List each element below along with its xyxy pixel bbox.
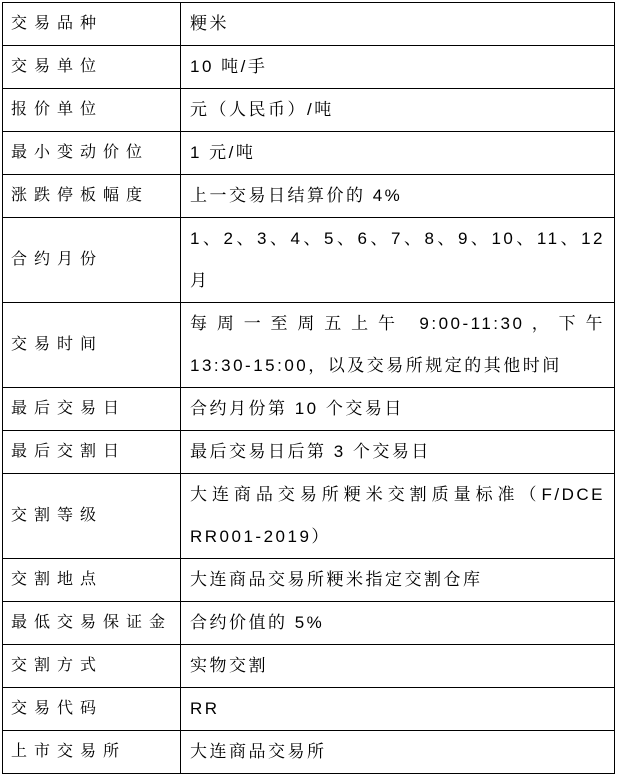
spec-label-cell: 交易时间	[3, 303, 181, 388]
contract-spec-table	[2, 2, 615, 774]
spec-value-cell	[181, 89, 615, 132]
spec-value-line: 大连商品交易所粳米交割质量标准（F/DCE	[190, 485, 605, 504]
spec-value-line: 元（人民币）/吨	[190, 100, 334, 119]
spec-value-cell	[181, 602, 615, 645]
table-row	[3, 559, 615, 602]
table-row	[3, 602, 615, 645]
spec-value-line: 合约月份第 10 个交易日	[190, 399, 404, 418]
spec-value-line: 10 吨/手	[190, 57, 268, 76]
spec-value-line: 上一交易日结算价的 4%	[190, 186, 403, 205]
table-row	[3, 431, 615, 474]
spec-value-cell	[181, 559, 615, 602]
spec-value-cell	[181, 132, 615, 175]
spec-value-cell	[181, 175, 615, 218]
spec-table-body	[3, 3, 615, 774]
table-row	[3, 175, 615, 218]
spec-value-cell	[181, 303, 615, 388]
spec-label-cell: 交易品种	[3, 3, 181, 46]
spec-value-line: RR	[190, 699, 220, 718]
spec-value-cell	[181, 46, 615, 89]
spec-value-cell	[181, 431, 615, 474]
spec-value-line: 粳米	[190, 14, 229, 33]
spec-value-cell	[181, 218, 615, 303]
table-row	[3, 388, 615, 431]
spec-label-cell: 最小变动价位	[3, 132, 181, 175]
spec-label-cell: 最后交易日	[3, 388, 181, 431]
spec-value-cell	[181, 388, 615, 431]
spec-value-line: 实物交割	[190, 656, 268, 675]
table-row	[3, 46, 615, 89]
spec-label-cell: 交易代码	[3, 688, 181, 731]
table-row	[3, 132, 615, 175]
spec-label-cell: 交割等级	[3, 474, 181, 559]
spec-value-line: 大连商品交易所	[190, 742, 327, 761]
spec-value-line: 13:30-15:00，以及交易所规定的其他时间	[190, 356, 562, 375]
spec-label-cell: 最后交割日	[3, 431, 181, 474]
table-row	[3, 89, 615, 132]
spec-value-cell	[181, 3, 615, 46]
spec-value-cell	[181, 688, 615, 731]
table-row	[3, 218, 615, 303]
table-row	[3, 474, 615, 559]
spec-label-cell: 上市交易所	[3, 731, 181, 774]
table-row	[3, 731, 615, 774]
spec-label-cell: 涨跌停板幅度	[3, 175, 181, 218]
spec-label-cell: 交割方式	[3, 645, 181, 688]
spec-value-cell	[181, 645, 615, 688]
spec-value-line: 每周一至周五上午 9:00-11:30，下午	[190, 314, 605, 333]
spec-value-line: 最后交易日后第 3 个交易日	[190, 442, 431, 461]
spec-value-line: 1 元/吨	[190, 143, 256, 162]
table-row	[3, 645, 615, 688]
spec-label-cell: 交易单位	[3, 46, 181, 89]
spec-value-line: RR001-2019）	[190, 527, 331, 546]
spec-value-cell	[181, 731, 615, 774]
spec-value-cell	[181, 474, 615, 559]
table-row	[3, 688, 615, 731]
spec-label-cell: 最低交易保证金	[3, 602, 181, 645]
spec-label-cell: 报价单位	[3, 89, 181, 132]
table-row	[3, 3, 615, 46]
spec-value-line: 合约价值的 5%	[190, 613, 325, 632]
spec-value-line: 1、2、3、4、5、6、7、8、9、10、11、12 月	[190, 229, 605, 290]
table-row	[3, 303, 615, 388]
spec-value-line: 大连商品交易所粳米指定交割仓库	[190, 570, 483, 589]
spec-label-cell: 交割地点	[3, 559, 181, 602]
spec-label-cell: 合约月份	[3, 218, 181, 303]
